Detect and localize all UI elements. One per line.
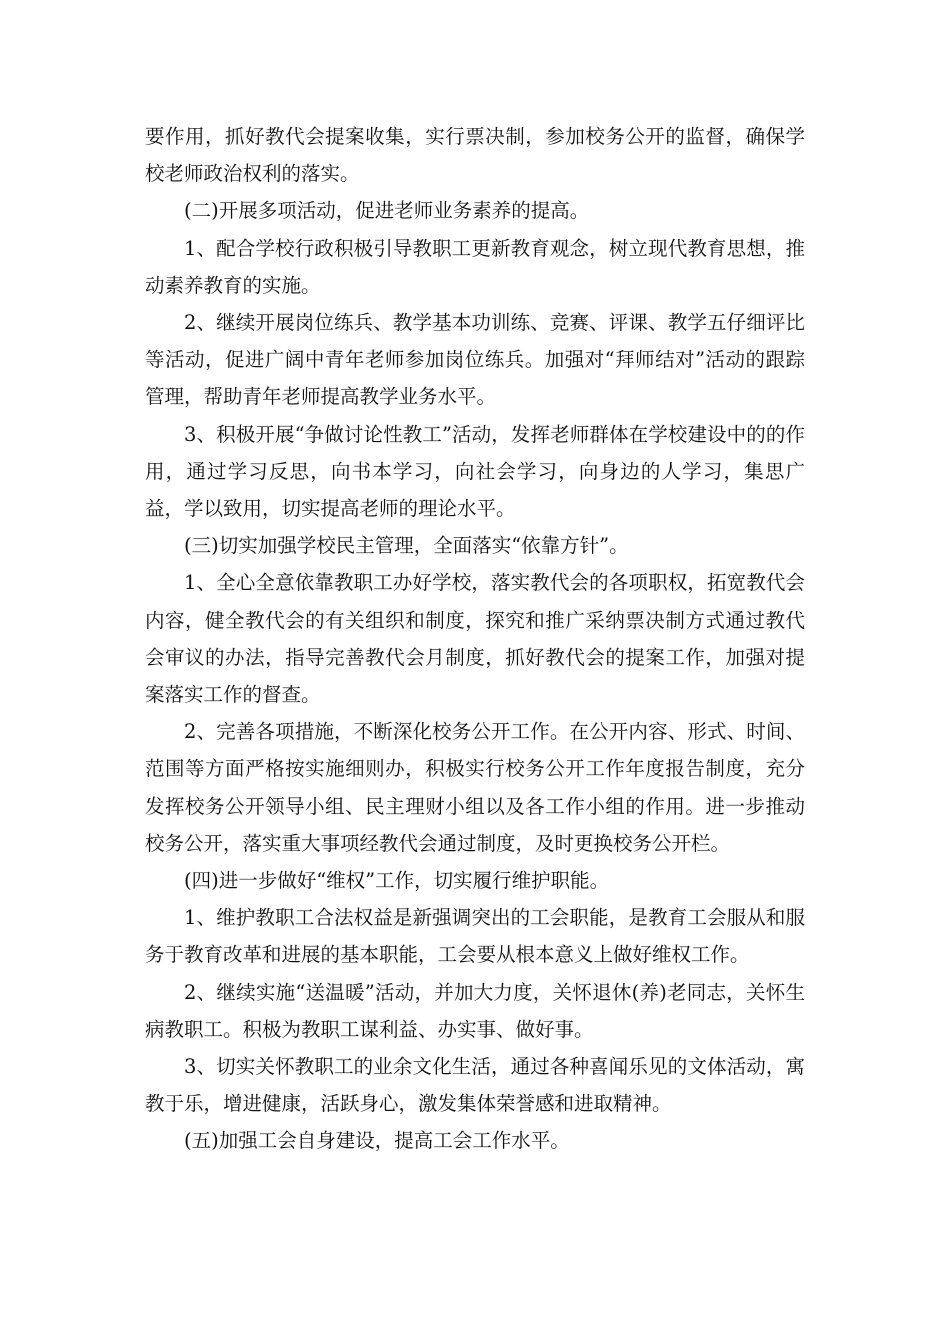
paragraph: 2、继续实施“送温暖”活动，并加大力度，关怀退休(养)老同志，关怀生病教职工。积极为教职工谋利益、办实事、做好事。 bbox=[145, 980, 805, 1041]
paragraph: 3、积极开展“争做讨论性教工”活动，发挥老师群体在学校建设中的的作用，通过学习反思，向书本学习，向社会学习，向身边的人学习，集思广益，学以致用，切实提高老师的理论水平。 bbox=[145, 422, 805, 521]
paragraph: 2、完善各项措施，不断深化校务公开工作。在公开内容、形式、时间、范围等方面严格按实施细则办，积极实行校务公开工作年度报告制度，充分发挥校务公开领导小组、民主理财小组以及各工作小组的作用。进一步推动校务公开，落实重大事项经教代会通过制度，及时更换校务公开栏。 bbox=[145, 720, 805, 855]
paragraph: 1、全心全意依靠教职工办好学校，落实教代会的各项职权，拓宽教代会内容，健全教代会的有关组织和制度，探究和推广采纳票决制方式通过教代会审议的办法，指导完善教代会月制度，抓好教代会的提案工作，加强对提案落实工作的督查。 bbox=[145, 571, 805, 707]
section-heading-3: (三)切实加强学校民主管理，全面落实“依靠方针”。 bbox=[184, 534, 629, 558]
paragraph: 2、继续开展岗位练兵、教学基本功训练、竞赛、评课、教学五仔细评比等活动，促进广阔中青年老师参加岗位练兵。加强对“拜师结对”活动的跟踪管理，帮助青年老师提高教学业务水平。 bbox=[145, 311, 805, 409]
section-heading-5: (五)加强工会自身建设，提高工会工作水平。 bbox=[184, 1129, 570, 1153]
paragraph: 1、维护教职工合法权益是新强调突出的工会职能，是教育工会服从和服务于教育改革和进展的基本职能，工会要从根本意义上做好维权工作。 bbox=[145, 906, 805, 967]
document-page bbox=[145, 118, 805, 1160]
paragraph: 3、切实关怀教职工的业余文化生活，通过各种喜闻乐见的文体活动，寓教于乐，增进健康，活跃身心，激发集体荣誉感和进取精神。 bbox=[145, 1055, 805, 1116]
section-heading-4: (四)进一步做好“维权”工作，切实履行维护职能。 bbox=[184, 869, 610, 893]
paragraph: 要作用，抓好教代会提案收集，实行票决制，参加校务公开的监督，确保学校老师政治权利的落实。 bbox=[145, 125, 805, 186]
paragraph: 1、配合学校行政积极引导教职工更新教育观念，树立现代教育思想，推动素养教育的实施。 bbox=[145, 236, 805, 297]
section-heading-2: (二)开展多项活动，促进老师业务素养的提高。 bbox=[184, 199, 590, 223]
